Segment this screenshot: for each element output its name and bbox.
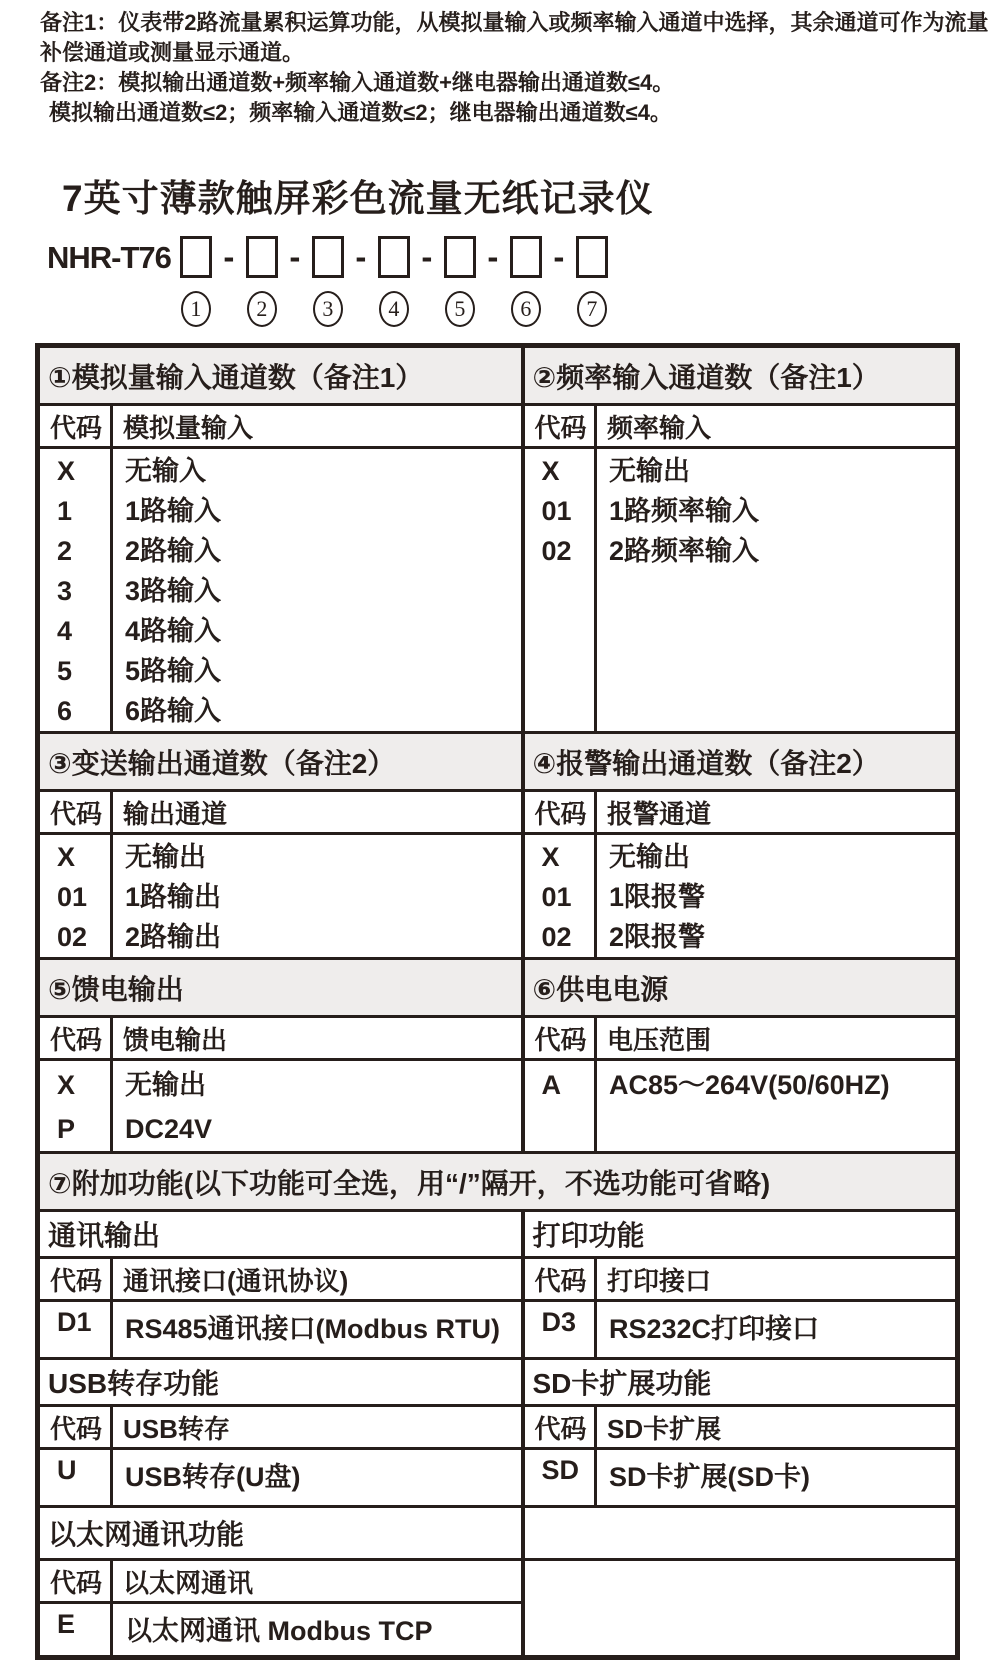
position-number: 2 <box>247 291 277 327</box>
position-number: 3 <box>313 291 343 327</box>
option-code: 01 <box>57 882 88 912</box>
model-code-box <box>510 236 542 278</box>
option-code: X <box>57 842 76 872</box>
option-descs <box>596 448 958 733</box>
option-desc: 2限报警 <box>609 922 706 952</box>
subsection-header-print-function: 打印功能 <box>523 1211 958 1258</box>
subsection-header-comm-output: 通讯输出 <box>38 1211 523 1258</box>
model-code-box <box>444 236 476 278</box>
option-desc: 5路输入 <box>125 656 222 686</box>
option-desc: 2路频率输入 <box>609 536 760 566</box>
desc-column-header: 通讯接口(通讯协议) <box>112 1258 523 1301</box>
option-codes <box>523 448 596 733</box>
option-desc: 1路频率输入 <box>609 496 760 526</box>
note-line: 补偿通道或测量显示通道。 <box>40 40 305 65</box>
code-column-header: 代码 <box>523 405 596 448</box>
option-desc: 1限报警 <box>609 882 706 912</box>
subsection-header-ethernet-function: 以太网通讯功能 <box>38 1507 523 1560</box>
desc-column-header: 频率输入 <box>596 405 958 448</box>
option-desc: 4路输入 <box>125 616 222 646</box>
option-code: A <box>541 1070 561 1100</box>
model-code-separator: - <box>421 238 433 275</box>
option-code: X <box>541 842 560 872</box>
note-line: 备注2：模拟输出通道数+频率输入通道数+继电器输出通道数≤4。 <box>40 70 675 95</box>
code-column-header: 代码 <box>38 791 112 834</box>
option-code: D3 <box>523 1301 596 1359</box>
option-code: X <box>57 1070 76 1100</box>
option-code: X <box>57 456 76 486</box>
option-code: SD <box>523 1449 596 1507</box>
code-column-header: 代码 <box>38 1258 112 1301</box>
option-codes <box>523 1060 596 1153</box>
code-column-header: 代码 <box>523 1406 596 1449</box>
option-desc: 无输出 <box>609 456 690 486</box>
option-desc: SD卡扩展(SD卡) <box>596 1449 958 1507</box>
option-desc: AC85～264V(50/60HZ) <box>609 1070 890 1100</box>
option-desc: 3路输入 <box>125 576 222 606</box>
option-codes <box>38 834 112 959</box>
model-code-separator: - <box>487 238 499 275</box>
section-header-additional-functions: ⑦附加功能(以下功能可全选，用“/”隔开，不选功能可省略) <box>38 1153 958 1211</box>
desc-column-header: SD卡扩展 <box>596 1406 958 1449</box>
model-code-separator: - <box>289 238 301 275</box>
model-code-position <box>439 236 481 327</box>
option-codes <box>38 1060 112 1153</box>
model-code-separator: - <box>553 238 565 275</box>
option-descs <box>112 834 523 959</box>
option-codes <box>523 834 596 959</box>
code-column-header: 代码 <box>523 1258 596 1301</box>
desc-column-header: 输出通道 <box>112 791 523 834</box>
option-desc: 无输出 <box>125 1070 206 1100</box>
option-desc: 1路输出 <box>125 882 222 912</box>
section-header-analog-input: ①模拟量输入通道数（备注1） <box>38 346 523 405</box>
section-header-freq-input: ②频率输入通道数（备注1） <box>523 346 958 405</box>
option-desc: 无输入 <box>125 456 206 486</box>
model-code-box <box>312 236 344 278</box>
desc-column-header: 馈电输出 <box>112 1017 523 1060</box>
option-code: 3 <box>57 576 73 606</box>
desc-column-header: 模拟量输入 <box>112 405 523 448</box>
option-desc: DC24V <box>125 1114 213 1144</box>
model-code-box <box>246 236 278 278</box>
code-column-header: 代码 <box>523 791 596 834</box>
option-descs <box>112 1060 523 1153</box>
model-code-position <box>241 236 283 327</box>
option-code: P <box>57 1114 76 1144</box>
subsection-header-usb-function: USB转存功能 <box>38 1359 523 1406</box>
option-descs <box>596 1060 958 1153</box>
option-code: 5 <box>57 656 73 686</box>
option-descs <box>596 834 958 959</box>
option-code: 02 <box>57 922 88 952</box>
option-code: U <box>38 1449 112 1507</box>
option-desc: 2路输入 <box>125 536 222 566</box>
option-code: 6 <box>57 696 73 726</box>
option-code: 02 <box>541 536 572 566</box>
option-code: D1 <box>38 1301 112 1359</box>
model-code-separator: - <box>223 238 235 275</box>
option-descs <box>112 448 523 733</box>
option-desc: 1路输入 <box>125 496 222 526</box>
section-header-transmit-output: ③变送输出通道数（备注2） <box>38 733 523 791</box>
empty-cell <box>523 1507 958 1560</box>
position-number: 1 <box>181 291 211 327</box>
notes-block <box>40 8 989 128</box>
desc-column-header: 报警通道 <box>596 791 958 834</box>
model-code-position <box>307 236 349 327</box>
note-line: 模拟输出通道数≤2；频率输入通道数≤2；继电器输出通道数≤4。 <box>49 100 672 125</box>
model-code-position <box>571 236 613 327</box>
option-code: 1 <box>57 496 73 526</box>
section-header-alarm-output: ④报警输出通道数（备注2） <box>523 733 958 791</box>
option-code: 01 <box>541 496 572 526</box>
option-desc: 无输出 <box>609 842 690 872</box>
option-code: 02 <box>541 922 572 952</box>
model-code-position <box>373 236 415 327</box>
desc-column-header: USB转存 <box>112 1406 523 1449</box>
option-desc: RS485通讯接口(Modbus RTU) <box>112 1301 523 1359</box>
desc-column-header: 以太网通讯 <box>112 1560 523 1603</box>
option-code: X <box>541 456 560 486</box>
selection-table <box>35 343 960 1660</box>
option-desc: USB转存(U盘) <box>112 1449 523 1507</box>
model-code-box <box>180 236 212 278</box>
product-title: 7英寸薄款触屏彩色流量无纸记录仪 <box>62 178 654 219</box>
code-column-header: 代码 <box>523 1017 596 1060</box>
position-number: 6 <box>511 291 541 327</box>
desc-column-header: 打印接口 <box>596 1258 958 1301</box>
model-code-box <box>378 236 410 278</box>
option-code: 2 <box>57 536 73 566</box>
model-prefix: NHR-T76 <box>47 240 171 275</box>
model-code-box <box>576 236 608 278</box>
position-number: 7 <box>577 291 607 327</box>
code-column-header: 代码 <box>38 1560 112 1603</box>
code-column-header: 代码 <box>38 405 112 448</box>
desc-column-header: 电压范围 <box>596 1017 958 1060</box>
section-header-power-supply: ⑥供电电源 <box>523 959 958 1017</box>
option-desc: RS232C打印接口 <box>596 1301 958 1359</box>
position-number: 4 <box>379 291 409 327</box>
empty-cell <box>523 1560 958 1658</box>
model-code-position <box>505 236 547 327</box>
model-code-line <box>47 236 990 327</box>
model-code-separator: - <box>355 238 367 275</box>
option-code: E <box>38 1603 112 1658</box>
code-column-header: 代码 <box>38 1406 112 1449</box>
position-number: 5 <box>445 291 475 327</box>
option-code: 01 <box>541 882 572 912</box>
note-line: 备注1：仪表带2路流量累积运算功能，从模拟量输入或频率输入通道中选择，其余通道可作为流量 <box>40 10 989 35</box>
option-desc: 2路输出 <box>125 922 222 952</box>
option-desc: 6路输入 <box>125 696 222 726</box>
subsection-header-sd-function: SD卡扩展功能 <box>523 1359 958 1406</box>
code-column-header: 代码 <box>38 1017 112 1060</box>
option-desc: 以太网通讯 Modbus TCP <box>112 1603 523 1658</box>
option-desc: 无输出 <box>125 842 206 872</box>
option-codes <box>38 448 112 733</box>
section-header-feed-output: ⑤馈电输出 <box>38 959 523 1017</box>
option-code: 4 <box>57 616 73 646</box>
model-code-position <box>175 236 217 327</box>
